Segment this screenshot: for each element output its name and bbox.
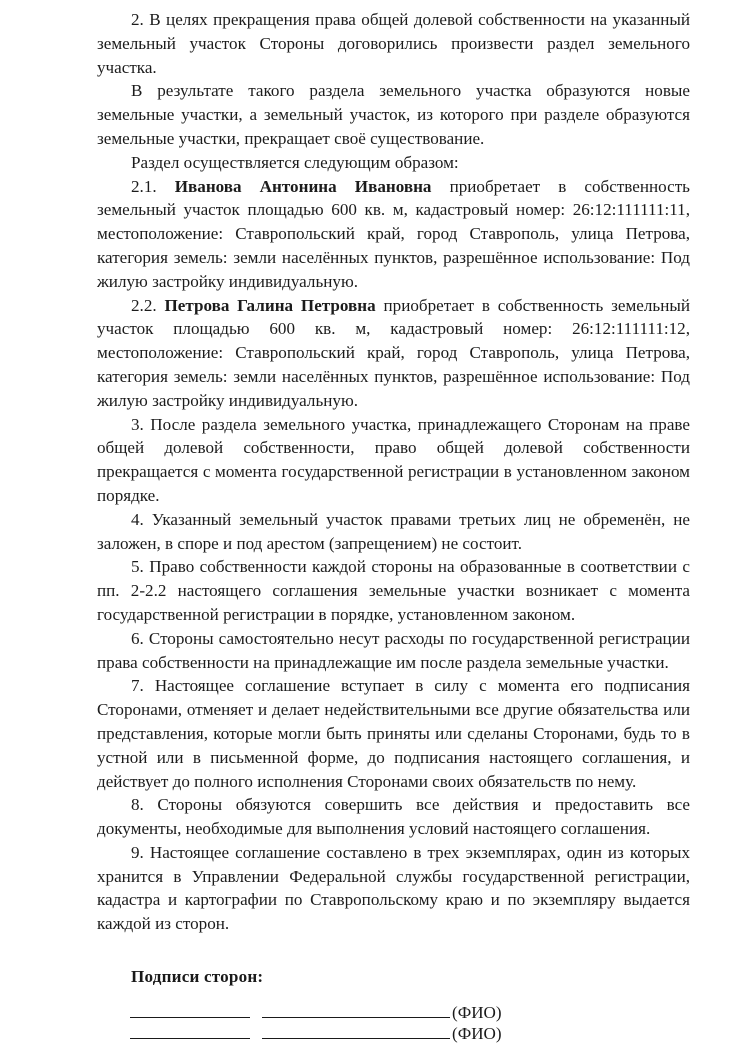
paragraph-clause-2: 2. В целях прекращения права общей долевой собственности на указанный земельный участок Стороны договорились произвести раздел земельного участка.: [97, 10, 690, 77]
signature-line-short-1[interactable]: [130, 1002, 250, 1018]
clause-2-2-person: Петрова Галина Петровна: [164, 295, 376, 315]
paragraph-clause-4: 4. Указанный земельный участок правами третьих лиц не обременён, не заложен, в споре и под арестом (запрещением) не состоит.: [97, 509, 690, 553]
paragraph-clause-2-1: [97, 175, 690, 294]
paragraph-clause-3: 3. После раздела земельного участка, принадлежащего Сторонам на праве общей долевой собственности, право общей долевой собственности прекращается с момента государственной регистрации в установленном законом порядке.: [97, 414, 690, 505]
signatures-block: [97, 966, 690, 1043]
clause-2-2-number: 2.2.: [131, 295, 157, 315]
paragraph-clause-2-intro: Раздел осуществляется следующим образом:: [131, 152, 459, 172]
paragraph-clause-8: 8. Стороны обязуются совершить все действия и предоставить все документы, необходимые для выполнения условий настоящего соглашения.: [97, 795, 690, 839]
paragraph-clause-6: 6. Стороны самостоятельно несут расходы по государственной регистрации права собственности на принадлежащие им после раздела земельные участки.: [97, 628, 690, 672]
paragraph-clause-2-result: В результате такого раздела земельного участка образуются новые земельные участки, а земельный участок, из которого при разделе образуются земельные участки, прекращает своё существование.: [97, 81, 690, 148]
paragraph-clause-7: 7. Настоящее соглашение вступает в силу с момента его подписания Сторонами, отменяет и делает недействительными все другие обязательства или представления, которые могли быть приняты или сделаны Сторонами, будь то в устной или в письменной форме, до подписания настоящего соглашения, и действует до полного исполнения Сторонами своих обязательств по нему.: [97, 676, 690, 791]
clause-2-1-number: 2.1.: [131, 176, 157, 196]
signature-row: [130, 997, 690, 1023]
signatures-title: Подписи сторон:: [131, 967, 264, 987]
signature-line-long-1[interactable]: [262, 1002, 450, 1018]
signature-row: [130, 1018, 690, 1043]
clause-2-1-person: Иванова Антонина Ивановна: [174, 176, 432, 196]
signature-fio-label-1: (ФИО): [452, 1003, 502, 1023]
clause-2-2-rest: приобретает в собственность земельный участок площадью 600 кв. м, кадастровый номер: 26:12:111111:12, местоположение: Ставропольский край, город Ставрополь, улица Петрова, категория земель: земли населённых пунктов, разрешённое использование: Под жилую застройку индивидуальную.: [97, 295, 690, 410]
signature-line-short-2[interactable]: [130, 1023, 250, 1039]
signature-fio-label-2: (ФИО): [452, 1024, 502, 1043]
paragraph-clause-2-2: [97, 294, 690, 413]
signature-line-long-2[interactable]: [262, 1023, 450, 1039]
paragraph-clause-9: 9. Настоящее соглашение составлено в трех экземплярах, один из которых хранится в Управлении Федеральной службы государственной регистрации, кадастра и картографии по Ставропольскому краю и по экземпляру выдается каждой из сторон.: [97, 842, 690, 934]
document-body: [97, 8, 690, 1043]
clause-2-1-rest: приобретает в собственность земельный участок площадью 600 кв. м, кадастровый номер: 26:12:111111:11, местоположение: Ставропольский край, город Ставрополь, улица Петрова, категория земель: земли населённых пунктов, разрешённое использование: Под жилую застройку индивидуальную.: [97, 176, 690, 291]
paragraph-clause-5: 5. Право собственности каждой стороны на образованные в соответствии с пп. 2-2.2 настоящего соглашения земельные участки возникает с момента государственной регистрации в порядке, установленном законом.: [97, 557, 690, 624]
